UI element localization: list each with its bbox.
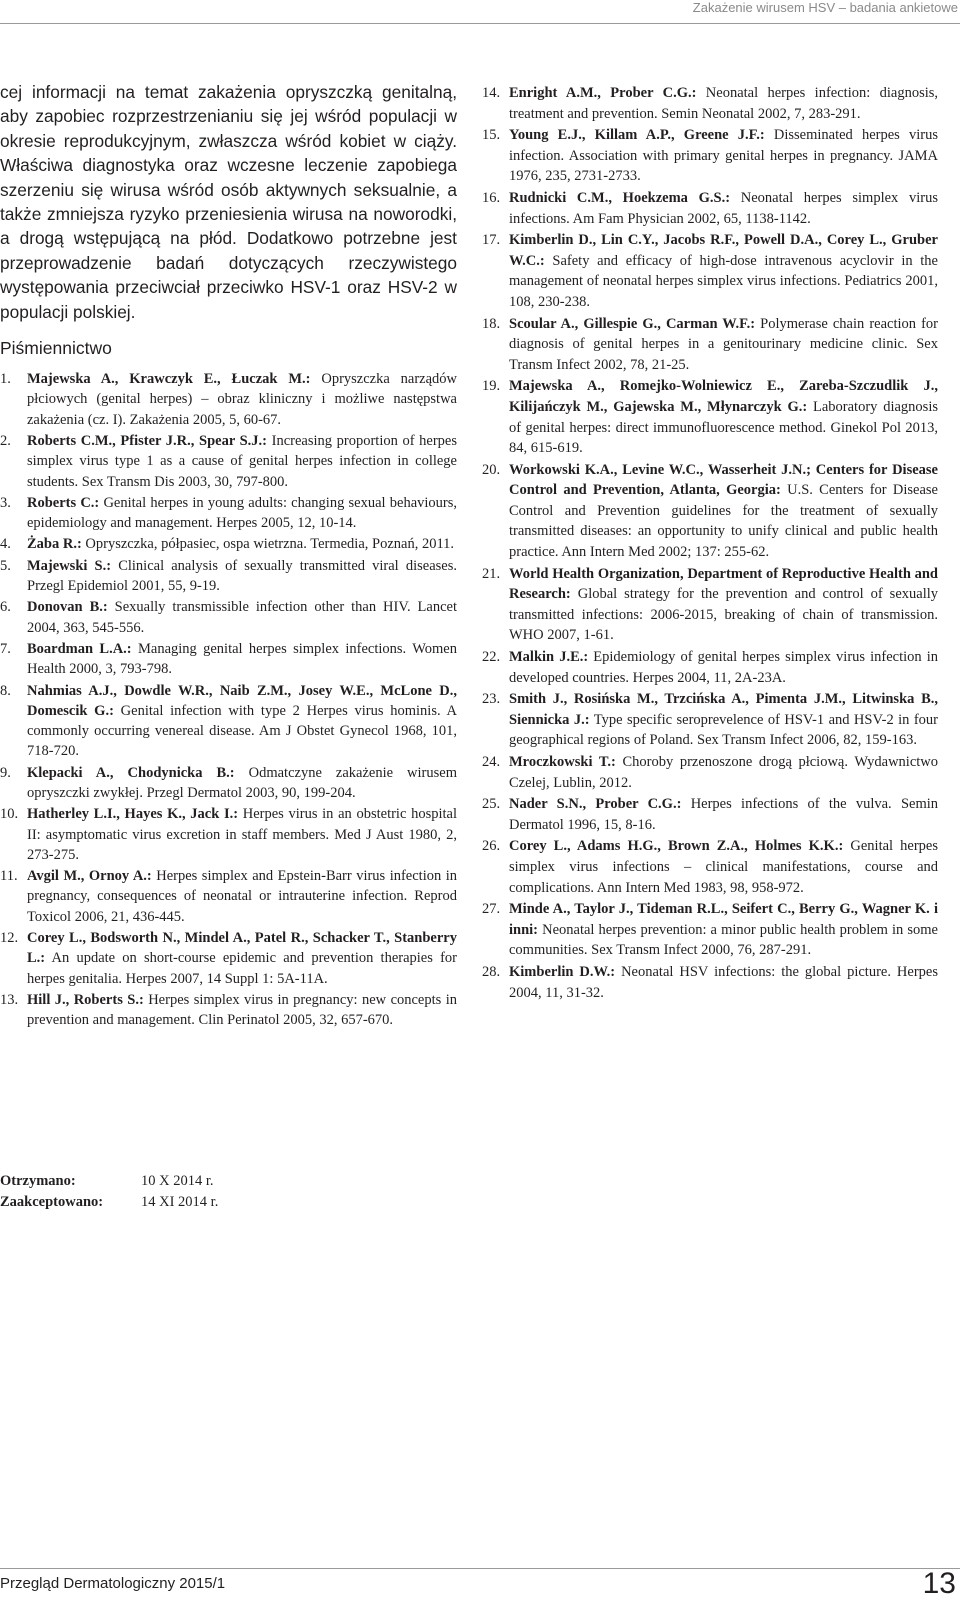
reference-authors: Kimberlin D.W.:	[509, 963, 616, 980]
reference-number: 15.	[482, 127, 501, 144]
reference-text: Type specific seroprevelence of HSV-1 and HSV-2 in four geographical regions of Poland. Sex Transm Infect 2006, 82, 159-163.	[509, 711, 938, 749]
reference-number: 7.	[0, 640, 11, 657]
reference-number: 21.	[482, 565, 501, 582]
reference-number: 4.	[0, 536, 11, 553]
reference-authors: Rudnicki C.M., Hoekzema G.S.:	[509, 189, 731, 206]
reference-authors: Żaba R.:	[27, 536, 82, 553]
reference-number: 17.	[482, 232, 501, 249]
reference-authors: Majewski S.:	[27, 557, 112, 574]
reference-item	[482, 125, 938, 187]
reference-text: Disseminated herpes virus infection. Association with primary genital herpes in pregnancy. JAMA 1976, 235, 2731-2733.	[509, 127, 939, 185]
reference-authors: Kimberlin D., Lin C.Y., Jacobs R.F., Powell D.A., Corey L., Gruber W.C.:	[509, 232, 938, 269]
reference-number: 2.	[0, 432, 11, 449]
reference-item	[0, 534, 457, 554]
reference-number: 1.	[0, 371, 11, 388]
reference-number: 25.	[482, 796, 501, 813]
reference-text: Genital infection with type 2 Herpes virus hominis. A commonly occurring venereal disease. Am J Obstet Gynecol 1968, 101, 718-720.	[27, 702, 458, 760]
reference-number: 18.	[482, 315, 501, 332]
reference-authors: Workowski K.A., Levine W.C., Wasserheit J.N.; Centers for Disease Control and Prevention, Atlanta, Georgia:	[509, 461, 938, 499]
reference-number: 26.	[482, 838, 501, 855]
reference-item	[482, 188, 938, 229]
reference-number: 22.	[482, 649, 501, 666]
reference-authors: Enright A.M., Prober C.G.:	[509, 85, 697, 101]
reference-text: Epidemiology of genital herpes simplex virus infection in developed countries. Herpes 2004, 11, 2A-23A.	[509, 649, 939, 686]
reference-authors: Boardman L.A.:	[27, 640, 132, 657]
reference-authors: Roberts C.M., Pfister J.R., Spear S.J.:	[27, 432, 268, 449]
reference-authors: Young E.J., Killam A.P., Greene J.F.:	[509, 127, 765, 144]
reference-text: U.S. Centers for Disease Control and Prevention guidelines for the treatment of sexually transmitted diseases: an opportunity to unify clinical and public health practice. Ann Intern Med 2002; 137: 255-62.	[509, 482, 938, 561]
reference-item	[482, 962, 938, 1003]
reference-authors: Scoular A., Gillespie G., Carman W.F.:	[509, 315, 756, 332]
reference-item	[0, 369, 457, 430]
reference-authors: Minde A., Taylor J., Tideman R.L., Seifert C., Berry G., Wagner K. i inni:	[509, 901, 938, 938]
reference-authors: Majewska A., Krawczyk E., Łuczak M.:	[27, 371, 311, 388]
reference-item	[0, 681, 457, 762]
reference-number: 14.	[482, 85, 501, 101]
footer-journal-name: Przegląd Dermatologiczny 2015/1	[0, 1575, 226, 1592]
reference-authors: Nader S.N., Prober C.G.:	[509, 796, 682, 813]
reference-item	[482, 564, 938, 646]
reference-item	[482, 376, 938, 458]
reference-text: Global strategy for the prevention and control of sexually transmitted infections: 2006-2015, breaking of chain of transmission. WHO 2007, 1-61.	[509, 586, 938, 644]
footer-divider	[0, 1568, 960, 1569]
header-divider	[0, 23, 960, 24]
reference-text: Clinical analysis of sexually transmitted viral diseases. Przegl Epidemiol 2001, 55, 9-19.	[27, 557, 457, 595]
reference-item	[0, 804, 457, 865]
reference-text: Herpes infections of the vulva. Semin Dermatol 1996, 15, 8-16.	[509, 796, 939, 833]
reference-item	[482, 689, 938, 751]
reference-authors: Corey L., Adams H.G., Brown Z.A., Holmes K.K.:	[509, 838, 844, 855]
reference-authors: Smith J., Rosińska M., Trzcińska A., Pimenta J.M., Litwinska B., Siennicka J.:	[509, 691, 938, 728]
reference-text: Neonatal herpes prevention: a minor public health problem in some communities. Sex Transm Infect 2000, 76, 287-291.	[509, 921, 938, 959]
reference-text: Odmatczyne zakażenie wirusem opryszczki zwykłej. Przegl Dermatol 2003, 90, 199-204.	[27, 764, 457, 801]
accepted-row	[0, 1192, 218, 1213]
reference-number: 6.	[0, 599, 11, 616]
reference-number: 11.	[0, 868, 18, 885]
references-heading: Piśmiennictwo	[0, 338, 112, 359]
reference-item	[482, 647, 938, 688]
reference-item	[0, 928, 457, 989]
reference-number: 9.	[0, 764, 11, 781]
reference-number: 28.	[482, 963, 501, 980]
received-label: Otrzymano:	[0, 1173, 76, 1189]
reference-authors: Hatherley L.I., Hayes K., Jack I.:	[27, 806, 239, 823]
running-head: Zakażenie wirusem HSV – badania ankietowe	[692, 0, 958, 15]
reference-item	[0, 431, 457, 492]
reference-text: An update on short-course epidemic and prevention therapies for herpes genitalia. Herpes 2007, 14 Suppl 1: 5A-11A.	[27, 950, 457, 987]
reference-text: Neonatal HSV infections: the global picture. Herpes 2004, 11, 31-32.	[509, 963, 938, 1001]
reference-item	[482, 230, 938, 312]
reference-number: 12.	[0, 930, 19, 947]
reference-number: 10.	[0, 806, 19, 823]
reference-item	[482, 752, 938, 793]
reference-text: Herpes simplex virus in pregnancy: new concepts in prevention and management. Clin Perinatol 2005, 32, 657-670.	[27, 991, 457, 1029]
reference-number: 16.	[482, 189, 501, 206]
reference-text: Safety and efficacy of high-dose intravenous acyclovir in the management of neonatal herpes simplex virus infections. Pediatrics 2001, 108, 230-238.	[509, 252, 938, 310]
reference-item	[482, 794, 938, 835]
reference-number: 27.	[482, 901, 501, 918]
reference-number: 13.	[0, 991, 19, 1008]
received-row	[0, 1171, 218, 1192]
reference-text: Increasing proportion of herpes simplex virus type 1 as a cause of genital herpes infection in college students. Sex Transm Dis 2003, 30, 797-800.	[27, 432, 457, 490]
reference-text: Opryszczka narządów płciowych (genital herpes) – obraz kliniczny i możliwe następstwa zakażenia (cz. I). Zakażenia 2005, 5, 60-67.	[27, 371, 458, 428]
reference-authors: Avgil M., Ornoy A.:	[27, 868, 152, 885]
reference-number: 23.	[482, 691, 501, 708]
reference-authors: Nahmias A.J., Dowdle W.R., Naib Z.M., Josey W.E., McLone D., Domescik G.:	[27, 682, 457, 719]
reference-number: 24.	[482, 754, 501, 770]
reference-item	[482, 836, 938, 898]
reference-text: Genital herpes in young adults: changing sexual behaviours, epidemiology and management. Herpes 2005, 12, 10-14.	[27, 494, 458, 532]
reference-text: Sexually transmissible infection other than HIV. Lancet 2004, 363, 545-556.	[27, 599, 457, 636]
reference-number: 19.	[482, 378, 501, 395]
reference-item	[482, 899, 938, 961]
reference-number: 5.	[0, 557, 11, 574]
reference-text: Herpes virus in an obstetric hospital II: asymptomatic virus excretion in staff members. Med J Aust 1980, 2, 273-275.	[27, 806, 457, 863]
references-list-left	[0, 369, 457, 1031]
reference-text: Choroby przenoszone drogą płciową. Wydawnictwo Czelej, Lublin, 2012.	[509, 754, 938, 791]
reference-item	[0, 990, 457, 1031]
reference-item	[0, 763, 457, 804]
reference-text: Herpes simplex and Epstein-Barr virus infection in pregnancy, consequences of neonatal or intrauterine infection. Reprod Toxicol 2006, 21, 436-445.	[27, 868, 457, 925]
reference-item	[0, 639, 457, 680]
reference-text: Opryszczka, półpasiec, ospa wietrzna. Termedia, Poznań, 2011.	[81, 536, 455, 553]
reference-text: Neonatal herpes infection: diagnosis, treatment and prevention. Semin Neonatal 2002, 7, 283-291.	[509, 85, 939, 122]
reference-authors: Roberts C.:	[27, 494, 100, 511]
reference-item	[482, 83, 938, 124]
reference-authors: Klepacki A., Chodynicka B.:	[27, 764, 235, 781]
reference-authors: Malkin J.E.:	[509, 649, 589, 666]
reference-number: 20.	[482, 461, 501, 478]
reference-item	[0, 597, 457, 638]
reference-text: Neonatal herpes simplex virus infections. Am Fam Physician 2002, 65, 1138-1142.	[509, 189, 938, 227]
submission-dates	[0, 1171, 218, 1212]
reference-authors: Donovan B.:	[27, 599, 108, 616]
reference-item	[0, 866, 457, 927]
references-list-right	[482, 83, 938, 1003]
reference-text: Genital herpes simplex virus infections – clinical manifestations, course and complications. Ann Intern Med 1983, 98, 958-972.	[509, 838, 939, 896]
right-column	[482, 83, 938, 1004]
left-column	[0, 80, 457, 1032]
reference-authors: World Health Organization, Department of Reproductive Health and Research:	[509, 565, 938, 603]
reference-authors: Corey L., Bodsworth N., Mindel A., Patel R., Schacker T., Stanberry L.:	[27, 930, 457, 967]
reference-authors: Mroczkowski T.:	[509, 754, 616, 770]
reference-number: 3.	[0, 494, 11, 511]
reference-item	[482, 460, 938, 563]
reference-item	[482, 314, 938, 376]
accepted-date: 14 XI 2014 r.	[141, 1193, 219, 1210]
received-date: 10 X 2014 r.	[141, 1173, 214, 1189]
reference-item	[0, 556, 457, 597]
page-number: 13	[922, 1567, 956, 1600]
reference-authors: Hill J., Roberts S.:	[27, 991, 144, 1008]
accepted-label: Zaakceptowano:	[0, 1193, 104, 1210]
reference-item	[0, 493, 457, 534]
reference-number: 8.	[0, 682, 11, 699]
reference-authors: Majewska A., Romejko-Wolniewicz E., Zareba-Szczudlik J., Kilijańczyk M., Gajewska M., Młynarczyk G.:	[509, 378, 938, 415]
reference-text: Laboratory diagnosis of genital herpes: direct immunofluorescence method. Ginekol Pol 2013, 84, 615-619.	[509, 398, 938, 457]
reference-text: Managing genital herpes simplex infections. Women Health 2000, 3, 793-798.	[27, 640, 457, 678]
reference-text: Polymerase chain reaction for diagnosis of genital herpes in a genitourinary medicine clinic. Sex Transm Infect 2002, 78, 21-25.	[509, 315, 939, 373]
body-paragraph: cej informacji na temat zakażenia opryszczką genitalną, aby zapobiec rozprzestrzenianiu się jej wśród populacji w okresie reprodukcyjnym, zwłaszcza wśród kobiet w ciąży. Właściwa diagnostyka oraz wczesne leczenie zapobiega szerzeniu się wirusa wśród osób aktywnych seksualnie, a także zmniejsza ryzyko przeniesienia wirusa na noworodki, a drogą wstępującą na płód. Dodatkowo potrzebne jest przeprowadzenie badań dotyczących rzeczywistego występowania przeciwciał przeciwko HSV-1 oraz HSV-2 w populacji polskiej.	[0, 82, 457, 322]
